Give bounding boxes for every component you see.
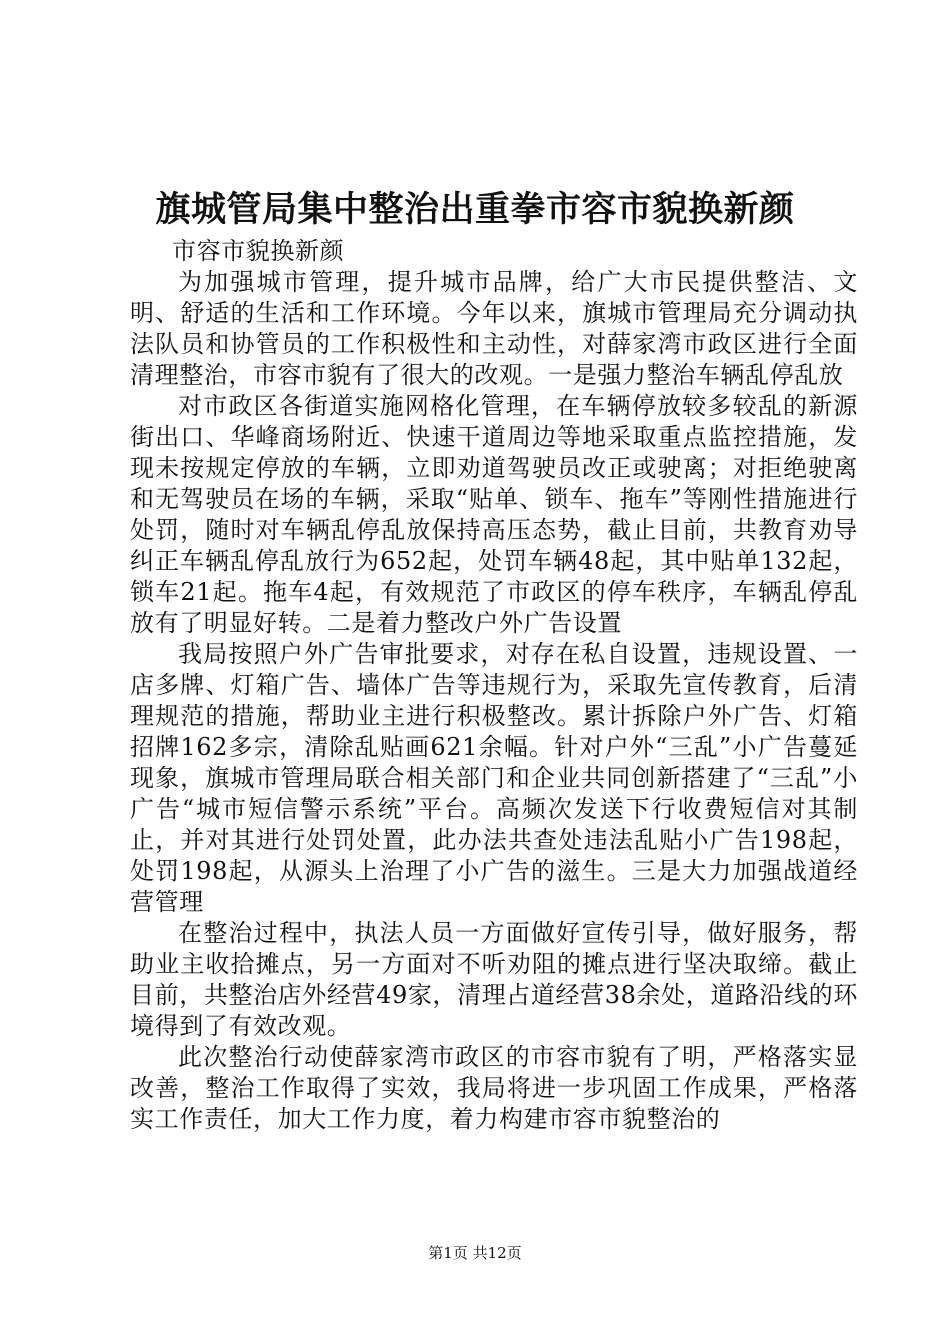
paragraph-intro: 为加强城市管理，提升城市品牌，给广大市民提供整洁、文明、舒适的生活和工作环境。今年以来，旗城市管理局充分调动执法队员和协管员的工作积极性和主动性，对薛家湾市政区进行全面清理整治，市容市貌有了很大的改观。一是强力整治车辆乱停乱放 [130,268,858,389]
document-title: 旗城管局集中整治出重拳市容市貌换新颜 [155,189,795,230]
document-body [130,236,858,1135]
page-number-footer: 第1页 共12页 [428,1244,522,1262]
paragraph-parking: 对市政区各街道实施网格化管理，在车辆停放较多较乱的新源街出口、华峰商场附近、快速干道周边等地采取重点监控措施，发现未按规定停放的车辆，立即劝道驾驶员改正或驶离；对拒绝驶离和无驾驶员在场的车辆，采取“贴单、锁车、拖车”等刚性措施进行处罚，随时对车辆乱停乱放保持高压态势，截止目前，共教育劝导纠正车辆乱停乱放行为652起，处罚车辆48起，其中贴单132起，锁车21起。拖车4起，有效规范了市政区的停车秩序，车辆乱停乱放有了明显好转。二是着力整改户外广告设置 [130,392,858,637]
paragraph-street-vending: 在整治过程中，执法人员一方面做好宣传引导，做好服务，帮助业主收拾摊点，另一方面对不听劝阻的摊点进行坚决取缔。截止目前，共整治店外经营49家，清理占道经营38余处，道路沿线的环境得到了有效改观。 [130,919,858,1040]
document-subtitle: 市容市貌换新颜 [172,237,345,265]
paragraph-advertising: 我局按照户外广告审批要求，对存在私自设置，违规设置、一店多牌、灯箱广告、墙体广告等违规行为，采取先宣传教育，后清理规范的措施，帮助业主进行积极整改。累计拆除户外广告、灯箱招牌162多宗，清除乱贴画621余幅。针对户外“三乱”小广告蔓延现象，旗城市管理局联合相关部门和企业共同创新搭建了“三乱”小广告“城市短信警示系统”平台。高频次发送下行收费短信对其制止，并对其进行处罚处置，此办法共查处违法乱贴小广告198起，处罚198起，从源头上治理了小广告的滋生。三是大力加强战道经营管理 [130,640,858,916]
paragraph-conclusion: 此次整治行动使薛家湾市政区的市容市貌有了明，严格落实显改善，整治工作取得了实效，我局将进一步巩固工作成果，严格落实工作责任，加大工作力度，着力构建市容市貌整治的 [130,1043,858,1133]
